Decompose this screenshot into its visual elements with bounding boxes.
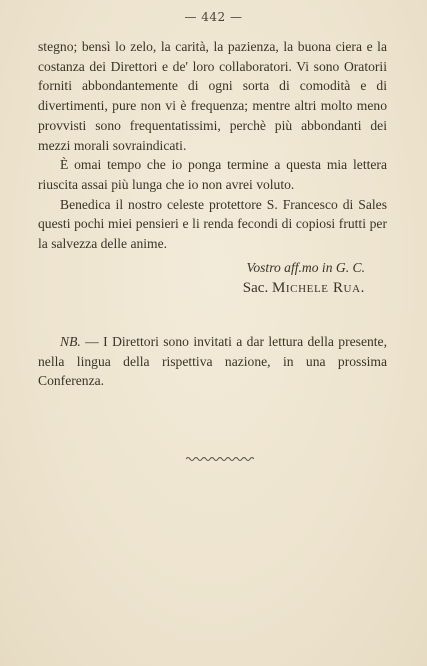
signature-block <box>243 258 367 298</box>
page-number: — 442 — <box>184 10 243 24</box>
nota-bene <box>38 332 387 391</box>
paragraph-1: stegno; bensì lo zelo, la carità, la pazienza, la buona ciera e la costanza dei Direttori e de' loro collaboratori. Vi sono Oratorii forniti abbondantemente di ogni sorta di comodità e di divertimenti, pure non vi è frequenza; mentre altri molto meno provvisti sono frequentatissimi, perchè più abbondanti dei mezzi morali sovraindicati. <box>38 39 387 153</box>
closing-salutation: Vostro aff.mo in G. C. <box>246 260 365 275</box>
nota-bene-text: — I Direttori sono invitati a dar lettura della presente, nella lingua della rispettiva nazione, in una prossima Conferenza. <box>38 334 387 389</box>
signatory-title: Sac. <box>242 280 269 296</box>
paragraph-3: Benedica il nostro celeste protettore S. Francesco di Sales questi pochi miei pensieri e li renda fecondi di copiosi frutti per la salvezza delle anime. <box>38 196 387 252</box>
nota-bene-label: NB. <box>60 334 81 349</box>
signatory-name <box>243 278 367 298</box>
letter-body <box>38 37 387 254</box>
paragraph-2: È omai tempo che io ponga termine a questa mia lettera riuscita assai più lunga che io non avrei voluto. <box>38 157 387 192</box>
signatory-fullname: Michele Rua. <box>271 280 365 296</box>
wavy-rule-ornament-icon <box>186 455 254 463</box>
